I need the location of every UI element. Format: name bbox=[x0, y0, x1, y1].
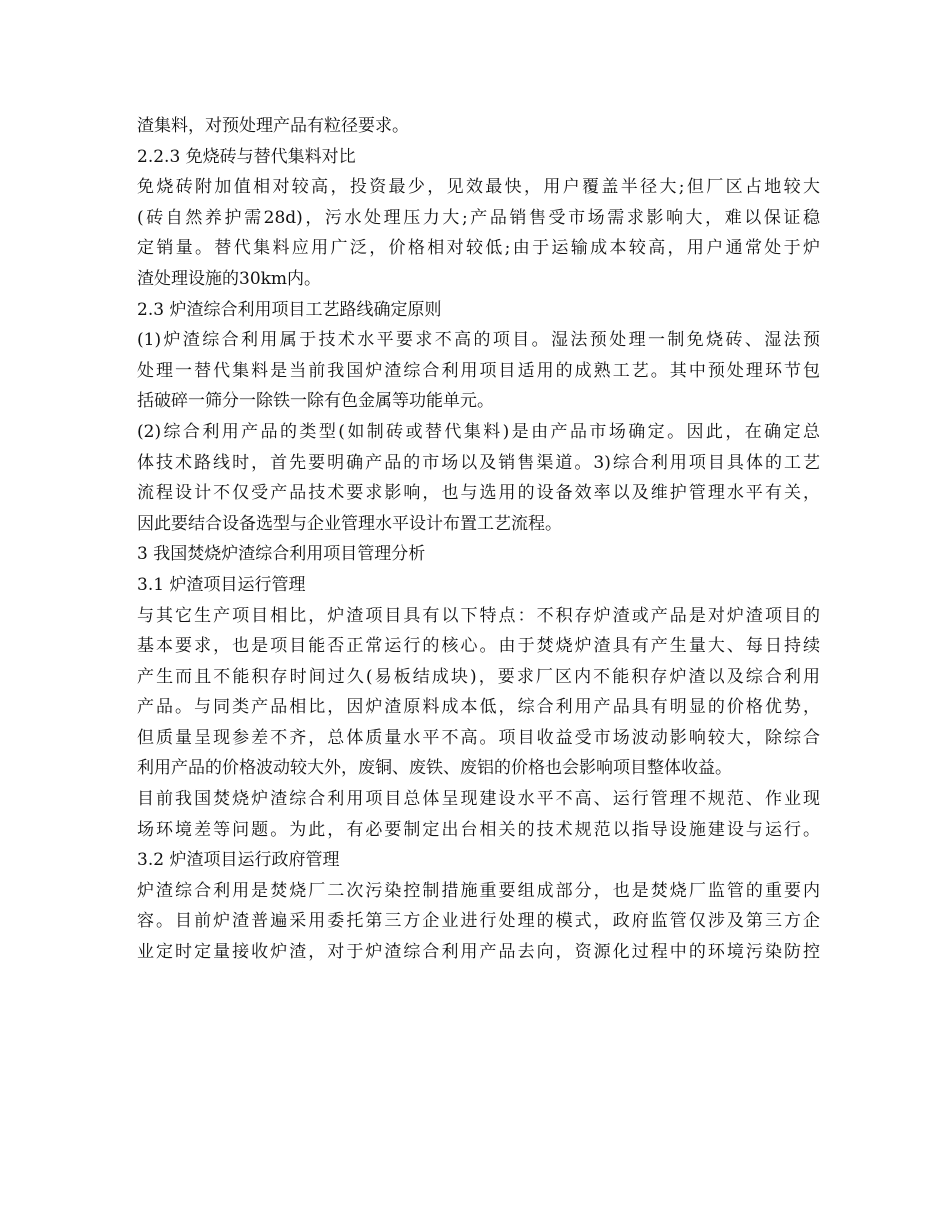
body-text-line: (砖自然养护需28d)，污水处理压力大;产品销售受市场需求影响大，难以保证稳 bbox=[137, 207, 820, 228]
body-text-line: 免烧砖附加值相对较高，投资最少，见效最快，用户覆盖半径大;但厂区占地较大 bbox=[137, 177, 820, 198]
section-heading-2-3: 2.3 炉渣综合利用项目工艺路线确定原则 bbox=[137, 299, 442, 320]
body-text-line: 定销量。替代集料应用广泛，价格相对较低;由于运输成本较高，用户通常处于炉 bbox=[137, 238, 820, 259]
body-text-line: 业定时定量接收炉渣，对于炉渣综合利用产品去向，资源化过程中的环境污染防控 bbox=[137, 942, 820, 963]
body-text-line: 基本要求，也是项目能否正常运行的核心。由于焚烧炉渣具有产生量大、每日持续 bbox=[137, 636, 820, 657]
body-text-line: (1)炉渣综合利用属于技术水平要求不高的项目。湿法预处理一制免烧砖、湿法预 bbox=[137, 330, 820, 351]
body-text-line: 但质量呈现参差不齐，总体质量水平不高。项目收益受市场波动影响较大，除综合 bbox=[137, 727, 820, 748]
section-heading-3-2: 3.2 炉渣项目运行政府管理 bbox=[137, 850, 340, 871]
body-text-line: 渣集料，对预处理产品有粒径要求。 bbox=[137, 116, 409, 136]
body-text-line: 场环境差等问题。为此，有必要制定出台相关的技术规范以指导设施建设与运行。 bbox=[137, 819, 820, 840]
body-text-line: 与其它生产项目相比，炉渣项目具有以下特点：不积存炉渣或产品是对炉渣项目的 bbox=[137, 605, 820, 626]
body-text-line: 体技术路线时，首先要明确产品的市场以及销售渠道。3)综合利用项目具体的工艺 bbox=[137, 452, 820, 473]
section-heading-2-2-3: 2.2.3 免烧砖与替代集料对比 bbox=[137, 146, 356, 167]
body-text-line: 炉渣综合利用是焚烧厂二次污染控制措施重要组成部分，也是焚烧厂监管的重要内 bbox=[137, 880, 820, 901]
body-text-line: 利用产品的价格波动较大外，废铜、废铁、废铝的价格也会影响项目整体收益。 bbox=[137, 758, 732, 779]
body-text-line: 产品。与同类产品相比，因炉渣原料成本低，综合利用产品具有明显的价格优势， bbox=[137, 697, 820, 718]
body-text-line: 因此要结合设备选型与企业管理水平设计布置工艺流程。 bbox=[137, 513, 562, 534]
section-heading-3: 3 我国焚烧炉渣综合利用项目管理分析 bbox=[137, 544, 426, 565]
body-text-line: 括破碎一筛分一除铁一除有色金属等功能单元。 bbox=[137, 391, 494, 412]
body-text-line: 处理一替代集料是当前我国炉渣综合利用项目适用的成熟工艺。其中预处理环节包 bbox=[137, 360, 820, 381]
body-text-line: 容。目前炉渣普遍采用委托第三方企业进行处理的模式，政府监管仅涉及第三方企 bbox=[137, 911, 820, 932]
body-text-line: (2)综合利用产品的类型(如制砖或替代集料)是由产品市场确定。因此，在确定总 bbox=[137, 421, 820, 442]
body-text-line: 渣处理设施的30km内。 bbox=[137, 268, 322, 289]
body-text-line: 目前我国焚烧炉渣综合利用项目总体呈现建设水平不高、运行管理不规范、作业现 bbox=[137, 789, 820, 810]
body-text-line: 产生而且不能积存时间过久(易板结成块)，要求厂区内不能积存炉渣以及综合利用 bbox=[137, 666, 820, 687]
section-heading-3-1: 3.1 炉渣项目运行管理 bbox=[137, 574, 306, 595]
body-text-line: 流程设计不仅受产品技术要求影响，也与选用的设备效率以及维护管理水平有关， bbox=[137, 483, 820, 504]
